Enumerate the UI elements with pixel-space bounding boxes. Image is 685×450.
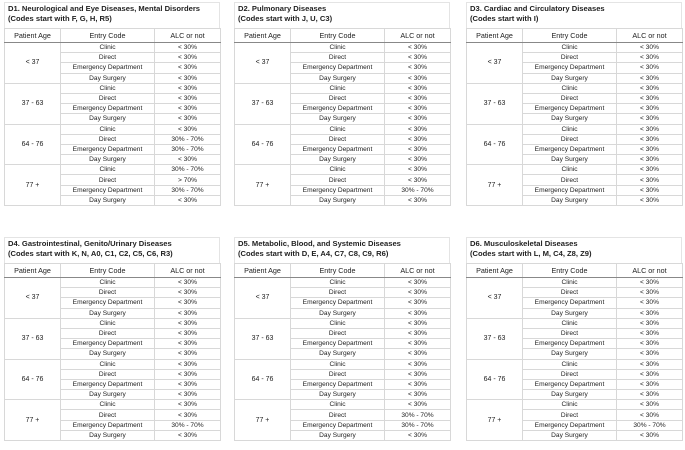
entry-code-cell: Direct — [291, 410, 385, 420]
entry-code-cell: Emergency Department — [61, 144, 155, 154]
table-title — [4, 237, 220, 263]
entry-code-cell: Emergency Department — [61, 339, 155, 349]
alc-cell: 30% - 70% — [617, 420, 683, 430]
entry-code-cell: Direct — [523, 134, 617, 144]
alc-cell: < 30% — [617, 430, 683, 440]
alc-cell: < 30% — [385, 73, 451, 83]
entry-code-cell: Day Surgery — [61, 114, 155, 124]
alc-table-panel — [466, 2, 682, 206]
table-row — [5, 43, 221, 53]
alc-cell: < 30% — [385, 430, 451, 440]
entry-code-cell: Clinic — [61, 359, 155, 369]
entry-code-cell: Clinic — [523, 124, 617, 134]
alc-cell: < 30% — [155, 288, 221, 298]
entry-code-cell: Clinic — [291, 43, 385, 53]
alc-cell: < 30% — [385, 43, 451, 53]
alc-cell: < 30% — [617, 53, 683, 63]
patient-age-cell: 37 - 63 — [5, 318, 61, 359]
alc-cell: < 30% — [155, 155, 221, 165]
alc-cell: < 30% — [617, 390, 683, 400]
entry-code-cell: Clinic — [61, 43, 155, 53]
header-entry-code: Entry Code — [61, 264, 155, 278]
entry-code-cell: Direct — [291, 369, 385, 379]
entry-code-cell: Direct — [61, 175, 155, 185]
entry-code-cell: Direct — [523, 93, 617, 103]
alc-cell: < 30% — [617, 43, 683, 53]
alc-cell: < 30% — [385, 328, 451, 338]
table-row — [5, 124, 221, 134]
header-entry-code: Entry Code — [291, 29, 385, 43]
entry-code-cell: Emergency Department — [291, 63, 385, 73]
table-subtitle-text: (Codes start with I) — [470, 14, 539, 23]
entry-code-cell: Emergency Department — [61, 63, 155, 73]
table-row — [235, 43, 451, 53]
alc-cell: < 30% — [617, 124, 683, 134]
table-row — [467, 124, 683, 134]
header-alc: ALC or not — [385, 264, 451, 278]
entry-code-cell: Direct — [61, 288, 155, 298]
entry-code-cell: Emergency Department — [291, 185, 385, 195]
alc-cell: < 30% — [617, 83, 683, 93]
entry-code-cell: Clinic — [523, 43, 617, 53]
alc-cell: < 30% — [155, 318, 221, 328]
entry-code-cell: Day Surgery — [61, 73, 155, 83]
entry-code-cell: Day Surgery — [291, 390, 385, 400]
table-row — [5, 165, 221, 175]
entry-code-cell: Emergency Department — [523, 298, 617, 308]
table-row — [5, 400, 221, 410]
table-row — [5, 359, 221, 369]
header-alc: ALC or not — [385, 29, 451, 43]
alc-cell: < 30% — [617, 298, 683, 308]
alc-cell: < 30% — [617, 410, 683, 420]
alc-table — [234, 263, 451, 441]
patient-age-cell: 77 + — [235, 400, 291, 441]
alc-cell: < 30% — [155, 430, 221, 440]
entry-code-cell: Day Surgery — [291, 155, 385, 165]
header-alc: ALC or not — [155, 264, 221, 278]
alc-table-panel — [234, 2, 450, 206]
alc-cell: < 30% — [385, 359, 451, 369]
table-subtitle-text: (Codes start with J, U, C3) — [238, 14, 333, 23]
alc-cell: < 30% — [385, 390, 451, 400]
entry-code-cell: Direct — [61, 134, 155, 144]
alc-cell: < 30% — [385, 175, 451, 185]
alc-cell: < 30% — [155, 93, 221, 103]
alc-cell: < 30% — [385, 195, 451, 205]
table-subtitle-text: (Codes start with K, N, A0, C1, C2, C5, C6, R3) — [8, 249, 173, 258]
entry-code-cell: Day Surgery — [523, 195, 617, 205]
patient-age-cell: 37 - 63 — [467, 318, 523, 359]
patient-age-cell: 64 - 76 — [5, 359, 61, 400]
patient-age-cell: 37 - 63 — [467, 83, 523, 124]
table-title — [234, 2, 450, 28]
alc-cell: < 30% — [155, 124, 221, 134]
table-subtitle-text: (Codes start with L, M, C4, Z8, Z9) — [470, 249, 592, 258]
alc-table-panel — [4, 2, 220, 206]
alc-cell: 30% - 70% — [385, 185, 451, 195]
table-row — [467, 318, 683, 328]
alc-cell: < 30% — [385, 318, 451, 328]
entry-code-cell: Clinic — [61, 278, 155, 288]
patient-age-cell: 77 + — [467, 400, 523, 441]
patient-age-cell: 64 - 76 — [467, 359, 523, 400]
table-subtitle-text: (Codes start with F, G, H, R5) — [8, 14, 112, 23]
entry-code-cell: Emergency Department — [291, 298, 385, 308]
alc-cell: < 30% — [385, 144, 451, 154]
patient-age-cell: 64 - 76 — [235, 124, 291, 165]
header-alc: ALC or not — [155, 29, 221, 43]
entry-code-cell: Emergency Department — [61, 185, 155, 195]
entry-code-cell: Emergency Department — [291, 104, 385, 114]
entry-code-cell: Emergency Department — [291, 339, 385, 349]
alc-cell: < 30% — [385, 278, 451, 288]
entry-code-cell: Clinic — [291, 278, 385, 288]
alc-cell: < 30% — [617, 328, 683, 338]
entry-code-cell: Clinic — [61, 83, 155, 93]
alc-cell: < 30% — [385, 83, 451, 93]
alc-table-panel — [466, 237, 682, 441]
patient-age-cell: 77 + — [5, 165, 61, 206]
entry-code-cell: Clinic — [61, 124, 155, 134]
patient-age-cell: 37 - 63 — [5, 83, 61, 124]
patient-age-cell: 77 + — [467, 165, 523, 206]
entry-code-cell: Clinic — [291, 83, 385, 93]
header-row — [467, 264, 683, 278]
entry-code-cell: Day Surgery — [61, 195, 155, 205]
entry-code-cell: Emergency Department — [61, 379, 155, 389]
entry-code-cell: Direct — [523, 288, 617, 298]
alc-table — [4, 263, 221, 441]
entry-code-cell: Emergency Department — [61, 420, 155, 430]
alc-cell: < 30% — [617, 349, 683, 359]
table-subtitle-text: (Codes start with D, E, A4, C7, C8, C9, R6) — [238, 249, 389, 258]
entry-code-cell: Clinic — [61, 165, 155, 175]
entry-code-cell: Day Surgery — [291, 195, 385, 205]
header-patient-age: Patient Age — [5, 29, 61, 43]
header-entry-code: Entry Code — [523, 29, 617, 43]
entry-code-cell: Direct — [523, 175, 617, 185]
patient-age-cell: < 37 — [5, 278, 61, 319]
entry-code-cell: Direct — [61, 410, 155, 420]
alc-cell: < 30% — [155, 114, 221, 124]
alc-cell: 30% - 70% — [155, 185, 221, 195]
entry-code-cell: Emergency Department — [523, 63, 617, 73]
alc-cell: < 30% — [385, 155, 451, 165]
entry-code-cell: Direct — [523, 369, 617, 379]
table-row — [5, 278, 221, 288]
table-row — [467, 359, 683, 369]
entry-code-cell: Day Surgery — [61, 349, 155, 359]
alc-cell: < 30% — [155, 369, 221, 379]
entry-code-cell: Clinic — [61, 400, 155, 410]
patient-age-cell: 64 - 76 — [5, 124, 61, 165]
header-row — [467, 29, 683, 43]
alc-cell: < 30% — [617, 165, 683, 175]
alc-cell: < 30% — [385, 63, 451, 73]
alc-table — [466, 28, 683, 206]
entry-code-cell: Emergency Department — [523, 379, 617, 389]
table-row — [5, 83, 221, 93]
entry-code-cell: Day Surgery — [61, 308, 155, 318]
patient-age-cell: 64 - 76 — [235, 359, 291, 400]
alc-table — [466, 263, 683, 441]
patient-age-cell: < 37 — [467, 43, 523, 84]
alc-cell: < 30% — [617, 144, 683, 154]
alc-cell: < 30% — [155, 83, 221, 93]
alc-cell: < 30% — [155, 339, 221, 349]
alc-cell: < 30% — [385, 165, 451, 175]
patient-age-cell: 37 - 63 — [235, 318, 291, 359]
alc-cell: < 30% — [617, 369, 683, 379]
alc-cell: < 30% — [617, 155, 683, 165]
header-entry-code: Entry Code — [61, 29, 155, 43]
entry-code-cell: Day Surgery — [61, 155, 155, 165]
entry-code-cell: Direct — [291, 93, 385, 103]
alc-cell: > 70% — [155, 175, 221, 185]
alc-cell: < 30% — [155, 379, 221, 389]
table-title-text: D2. Pulmonary Diseases — [238, 4, 327, 13]
alc-cell: 30% - 70% — [155, 134, 221, 144]
entry-code-cell: Day Surgery — [523, 430, 617, 440]
header-row — [5, 29, 221, 43]
table-title-text: D5. Metabolic, Blood, and Systemic Diseases — [238, 239, 401, 248]
entry-code-cell: Direct — [61, 53, 155, 63]
alc-cell: < 30% — [617, 308, 683, 318]
patient-age-cell: 77 + — [5, 400, 61, 441]
header-patient-age: Patient Age — [467, 264, 523, 278]
alc-cell: < 30% — [155, 195, 221, 205]
entry-code-cell: Direct — [291, 53, 385, 63]
table-row — [467, 278, 683, 288]
entry-code-cell: Direct — [61, 369, 155, 379]
alc-cell: < 30% — [617, 73, 683, 83]
entry-code-cell: Day Surgery — [291, 430, 385, 440]
entry-code-cell: Emergency Department — [523, 420, 617, 430]
entry-code-cell: Direct — [523, 53, 617, 63]
alc-table-panel — [234, 237, 450, 441]
table-row — [235, 318, 451, 328]
header-row — [5, 264, 221, 278]
alc-cell: 30% - 70% — [155, 165, 221, 175]
alc-cell: < 30% — [385, 369, 451, 379]
alc-cell: < 30% — [385, 114, 451, 124]
table-title-text: D6. Musculoskeletal Diseases — [470, 239, 578, 248]
alc-table-panel — [4, 237, 220, 441]
table-row — [235, 165, 451, 175]
header-entry-code: Entry Code — [523, 264, 617, 278]
alc-cell: < 30% — [385, 379, 451, 389]
table-row — [235, 83, 451, 93]
entry-code-cell: Day Surgery — [291, 349, 385, 359]
patient-age-cell: 77 + — [235, 165, 291, 206]
table-title-text: D4. Gastrointestinal, Genito/Urinary Diseases — [8, 239, 172, 248]
alc-cell: < 30% — [385, 288, 451, 298]
alc-cell: < 30% — [617, 104, 683, 114]
entry-code-cell: Clinic — [523, 359, 617, 369]
patient-age-cell: < 37 — [235, 278, 291, 319]
alc-cell: < 30% — [617, 400, 683, 410]
table-title — [4, 2, 220, 28]
entry-code-cell: Direct — [523, 410, 617, 420]
alc-cell: < 30% — [617, 379, 683, 389]
entry-code-cell: Day Surgery — [523, 390, 617, 400]
entry-code-cell: Direct — [61, 93, 155, 103]
alc-cell: 30% - 70% — [155, 420, 221, 430]
entry-code-cell: Day Surgery — [523, 155, 617, 165]
alc-cell: < 30% — [155, 73, 221, 83]
entry-code-cell: Day Surgery — [291, 114, 385, 124]
entry-code-cell: Clinic — [291, 165, 385, 175]
table-title — [466, 237, 682, 263]
entry-code-cell: Day Surgery — [61, 430, 155, 440]
entry-code-cell: Clinic — [523, 165, 617, 175]
entry-code-cell: Emergency Department — [523, 104, 617, 114]
alc-cell: < 30% — [385, 400, 451, 410]
entry-code-cell: Clinic — [523, 278, 617, 288]
patient-age-cell: < 37 — [5, 43, 61, 84]
entry-code-cell: Clinic — [291, 400, 385, 410]
entry-code-cell: Emergency Department — [291, 379, 385, 389]
table-row — [467, 43, 683, 53]
entry-code-cell: Direct — [291, 175, 385, 185]
alc-cell: < 30% — [155, 278, 221, 288]
table-title — [234, 237, 450, 263]
alc-cell: < 30% — [155, 298, 221, 308]
alc-cell: < 30% — [385, 134, 451, 144]
alc-cell: < 30% — [617, 278, 683, 288]
alc-cell: < 30% — [617, 93, 683, 103]
alc-cell: < 30% — [155, 390, 221, 400]
entry-code-cell: Emergency Department — [61, 104, 155, 114]
alc-cell: < 30% — [385, 308, 451, 318]
entry-code-cell: Clinic — [291, 124, 385, 134]
table-row — [467, 83, 683, 93]
alc-cell: < 30% — [155, 43, 221, 53]
table-row — [235, 124, 451, 134]
table-title — [466, 2, 682, 28]
entry-code-cell: Direct — [61, 328, 155, 338]
alc-cell: < 30% — [385, 53, 451, 63]
header-alc: ALC or not — [617, 29, 683, 43]
table-title-text: D1. Neurological and Eye Diseases, Mental Disorders — [8, 4, 201, 13]
alc-cell: < 30% — [155, 328, 221, 338]
entry-code-cell: Emergency Department — [523, 144, 617, 154]
alc-cell: < 30% — [617, 339, 683, 349]
alc-cell: < 30% — [617, 195, 683, 205]
alc-cell: < 30% — [155, 104, 221, 114]
alc-table — [4, 28, 221, 206]
entry-code-cell: Emergency Department — [523, 185, 617, 195]
entry-code-cell: Clinic — [291, 359, 385, 369]
entry-code-cell: Clinic — [523, 318, 617, 328]
alc-cell: < 30% — [385, 349, 451, 359]
alc-cell: < 30% — [617, 63, 683, 73]
alc-cell: < 30% — [617, 185, 683, 195]
alc-cell: < 30% — [617, 114, 683, 124]
header-alc: ALC or not — [617, 264, 683, 278]
alc-cell: 30% - 70% — [155, 144, 221, 154]
entry-code-cell: Emergency Department — [61, 298, 155, 308]
header-patient-age: Patient Age — [235, 264, 291, 278]
alc-cell: < 30% — [155, 308, 221, 318]
patient-age-cell: 64 - 76 — [467, 124, 523, 165]
table-title-text: D3. Cardiac and Circulatory Diseases — [470, 4, 605, 13]
entry-code-cell: Direct — [291, 328, 385, 338]
alc-cell: < 30% — [155, 400, 221, 410]
entry-code-cell: Day Surgery — [291, 73, 385, 83]
table-row — [235, 278, 451, 288]
alc-cell: < 30% — [617, 288, 683, 298]
header-row — [235, 29, 451, 43]
entry-code-cell: Day Surgery — [523, 308, 617, 318]
alc-cell: < 30% — [617, 318, 683, 328]
entry-code-cell: Day Surgery — [523, 114, 617, 124]
alc-cell: < 30% — [155, 359, 221, 369]
alc-cell: < 30% — [385, 124, 451, 134]
alc-cell: < 30% — [155, 410, 221, 420]
table-row — [467, 400, 683, 410]
entry-code-cell: Day Surgery — [61, 390, 155, 400]
entry-code-cell: Direct — [291, 134, 385, 144]
patient-age-cell: 37 - 63 — [235, 83, 291, 124]
header-entry-code: Entry Code — [291, 264, 385, 278]
entry-code-cell: Clinic — [523, 400, 617, 410]
entry-code-cell: Clinic — [61, 318, 155, 328]
alc-cell: 30% - 70% — [385, 420, 451, 430]
entry-code-cell: Direct — [523, 328, 617, 338]
table-row — [467, 165, 683, 175]
entry-code-cell: Direct — [291, 288, 385, 298]
patient-age-cell: < 37 — [467, 278, 523, 319]
entry-code-cell: Emergency Department — [523, 339, 617, 349]
entry-code-cell: Clinic — [523, 83, 617, 93]
patient-age-cell: < 37 — [235, 43, 291, 84]
entry-code-cell: Clinic — [291, 318, 385, 328]
alc-cell: < 30% — [617, 134, 683, 144]
alc-table — [234, 28, 451, 206]
alc-cell: < 30% — [385, 93, 451, 103]
entry-code-cell: Emergency Department — [291, 420, 385, 430]
header-row — [235, 264, 451, 278]
header-patient-age: Patient Age — [5, 264, 61, 278]
header-patient-age: Patient Age — [467, 29, 523, 43]
entry-code-cell: Day Surgery — [523, 73, 617, 83]
alc-cell: < 30% — [385, 298, 451, 308]
alc-cell: < 30% — [155, 53, 221, 63]
entry-code-cell: Emergency Department — [291, 144, 385, 154]
table-row — [235, 359, 451, 369]
alc-cell: < 30% — [617, 359, 683, 369]
alc-cell: < 30% — [155, 349, 221, 359]
alc-cell: < 30% — [155, 63, 221, 73]
table-row — [5, 318, 221, 328]
alc-cell: < 30% — [385, 339, 451, 349]
table-row — [235, 400, 451, 410]
entry-code-cell: Day Surgery — [291, 308, 385, 318]
alc-cell: 30% - 70% — [385, 410, 451, 420]
alc-cell: < 30% — [385, 104, 451, 114]
alc-cell: < 30% — [617, 175, 683, 185]
entry-code-cell: Day Surgery — [523, 349, 617, 359]
header-patient-age: Patient Age — [235, 29, 291, 43]
